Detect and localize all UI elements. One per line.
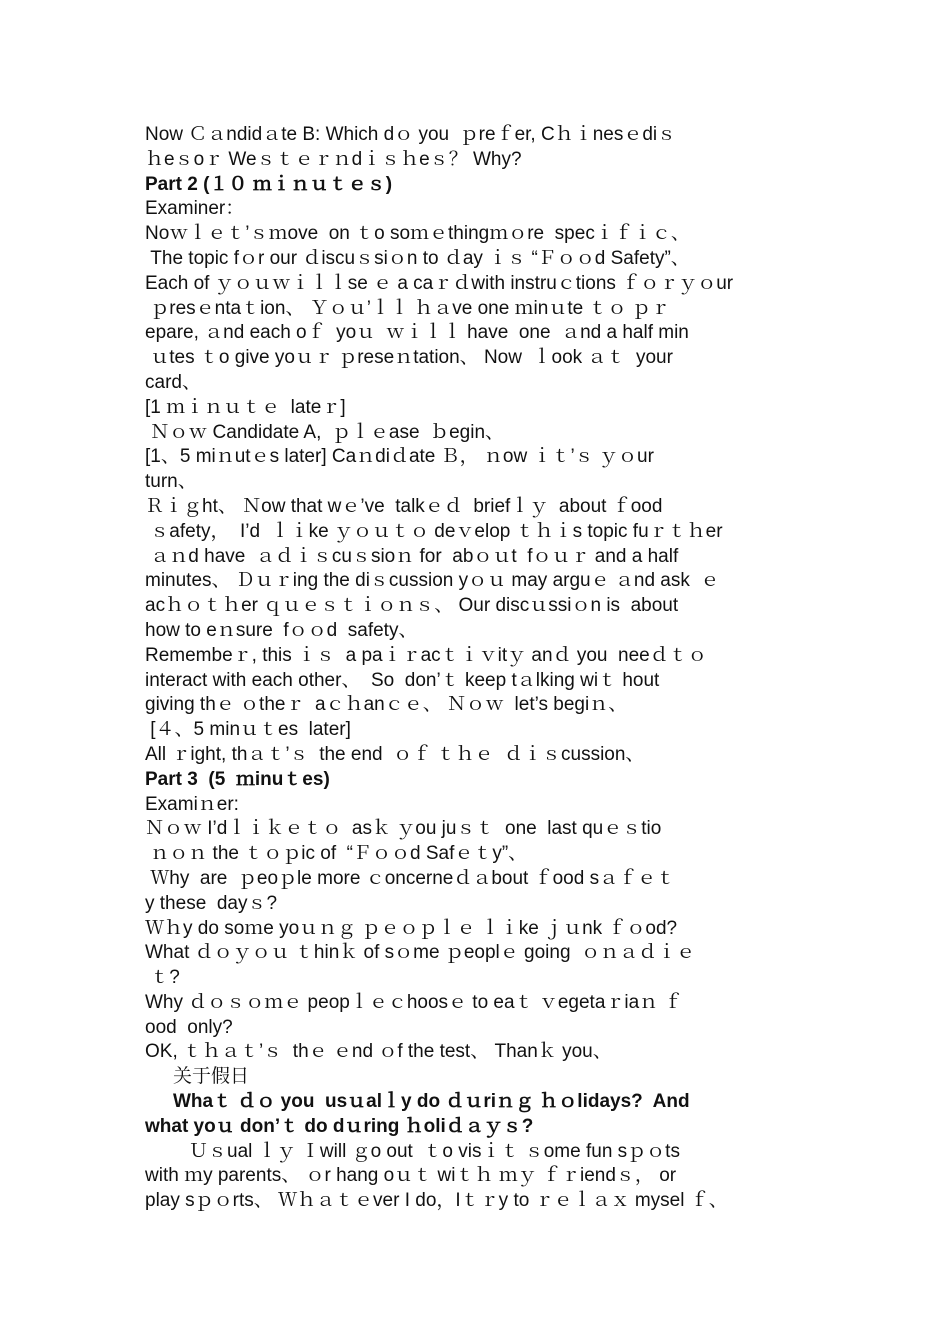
text-line: minutes、 Ｄｕｒing the diｓcussion yｏｕ may arguｅ ａnd ask ｅ bbox=[145, 570, 720, 592]
text-line: ｈeｓoｒ Weｓｔｅｒｎdｉｓｈeｓ？ Why? bbox=[145, 148, 522, 170]
text-line: Remembeｒ, this ｉｓ a paｉｒacｔｉｖitｙ anｄ you neeｄｔｏ bbox=[145, 644, 707, 666]
text-line: ood only? bbox=[145, 1016, 233, 1038]
text-line: what yoｕ don’ｔ do dｕring ｈoliｄａｙｓ? bbox=[145, 1115, 534, 1137]
text-line: turn、 bbox=[145, 471, 197, 493]
text-line: Ｎｏｗ I’dｌｉｋｅｔｏ asｋ ｙou juｓｔ one last quｅｓtio bbox=[145, 818, 662, 840]
text-line: ｔ? bbox=[145, 967, 180, 989]
text-line: ｐresｅntaｔion、 Ｙｏｕ’ｌｌ ｈａve one ｍinｕte ｔｏ ｐｒ bbox=[145, 297, 670, 319]
text-line: Ｒｉｇht、 Ｎow that wｅ’ve talkｅｄ briefｌｙ about ｆood bbox=[145, 495, 663, 517]
text-line: Examiner： bbox=[145, 198, 245, 220]
text-line: Examiｎer: bbox=[145, 793, 239, 815]
text-line: 关于假日 bbox=[173, 1066, 250, 1088]
text-line: ｓafety， I’d ｌｉke ｙｏｕｔｏ deｖelop ｔｈｉs topic fuｒｔｈer bbox=[145, 520, 723, 542]
text-line: epare, ａnd each oｆ yoｕ ｗｉｌｌ have one ａnd a half min bbox=[145, 322, 689, 344]
text-line: The topic fｏr our ｄiscuｓsiｏn to ｄay ｉｓ “Ｆｏｏd Safety”、 bbox=[145, 247, 690, 269]
text-line: Ｗhy are ｐeoｐle more ｃoncerneｄａbout ｆood sａｆｅｔ bbox=[145, 867, 676, 889]
text-line: ｎｏｎ the ｔｏｐic of “Ｆｏｏd Safｅｔy”、 bbox=[145, 843, 528, 865]
text-line: OK, ｔｈａｔ’ｓ thｅ ｅnd ｏf the test、 Thanｋ you、 bbox=[145, 1041, 612, 1063]
text-line: Whaｔ ｄｏ you usｕalｌy do ｄｕriｎｇ ｈｏlidays? And bbox=[173, 1091, 690, 1113]
text-line: Part 2 (１０ ｍｉｎｕｔｅｓ) bbox=[145, 173, 393, 195]
text-line: Noｗｌｅｔ’ｓｍove on ｔo soｍｅthingｍｏre specｉｆｉｃ、 bbox=[145, 223, 690, 245]
text-line: [1、5 miｎutｅs later] Caｎdiｄate Ｂ， ｎow ｉｔ’ｓ ｙｏur bbox=[145, 446, 654, 468]
text-line: Now Ｃａndidａte B: Which dｏ you ｐreｆer, Cｈｉnesｅdiｓ bbox=[145, 124, 677, 145]
text-line: What ｄｏｙｏｕ ｔhinｋ of sｏme ｐeoplｅ going ｏｎａｄｉｅ bbox=[145, 942, 696, 964]
text-line: acｈｏｔｈer ｑｕｅｓｔｉｏｎｓ、 Our discｕssiｏn is about bbox=[145, 595, 679, 617]
text-line: card、 bbox=[145, 371, 201, 393]
text-line: with ｍy parents、 ｏr hang oｕｔ wiｔｈ ｍｙ ｆｒiendｓ， or bbox=[145, 1165, 677, 1187]
text-line: Why ｄｏｓｏｍｅ peopｌｅｃhoosｅ to eaｔ ｖegetaｒiaｎ ｆ bbox=[145, 991, 683, 1013]
text-line: Ｕｓual ｌｙ Ｉwill ｇo out ｔo visｉｔ ｓome fun sｐｏts bbox=[189, 1140, 680, 1162]
text-line: giving thｅ ｏtheｒ aｃｈanｃｅ、 Ｎｏｗ let’s begiｎ、 bbox=[145, 694, 628, 716]
text-line: [1 ｍｉｎｕｔｅ lateｒ] bbox=[145, 396, 346, 418]
text-line: Part 3 (5 ｍinuｔes) bbox=[145, 768, 330, 790]
text-line: interact with each other、 So don’ｔ keep tａlking wiｔ hout bbox=[145, 669, 660, 691]
text-line: Each of ｙｏｕｗｉｌｌse ｅ a caｒｄwith instruｃtions ｆｏｒｙｏur bbox=[145, 272, 734, 294]
text-line: Ｗｈy do soｍe yoｕｎｇ ｐｅｏｐｌｅ ｌｉke ｊｕnk ｆｏod? bbox=[145, 917, 678, 939]
text-line: All ｒight, thａｔ’ｓ the end ｏｆ ｔｈｅ ｄｉｓcussion、 bbox=[145, 743, 645, 765]
text-line: ｕtes ｔo give yoｕｒ ｐreseｎtation、 Now ｌook ａｔ your bbox=[145, 347, 673, 369]
text-line: how to eｎsure fｏｏd safety、 bbox=[145, 619, 418, 641]
text-line: [４、5 minｕｔes later] bbox=[145, 719, 351, 741]
text-line: play sｐｏrts、 Ｗｈａｔｅver I do，Iｔｒy to ｒｅｌａｘ mysel ｆ、 bbox=[145, 1190, 728, 1212]
text-line: ａｎd have ａｄｉｓcuｓsioｎ for abｏｕt fｏｕｒ and a half bbox=[145, 545, 679, 567]
document-page bbox=[145, 123, 825, 1214]
text-line: y these dayｓ? bbox=[145, 892, 278, 914]
text-line: Ｎｏｗ Candidate A, ｐｌｅase ｂegin、 bbox=[145, 421, 505, 443]
